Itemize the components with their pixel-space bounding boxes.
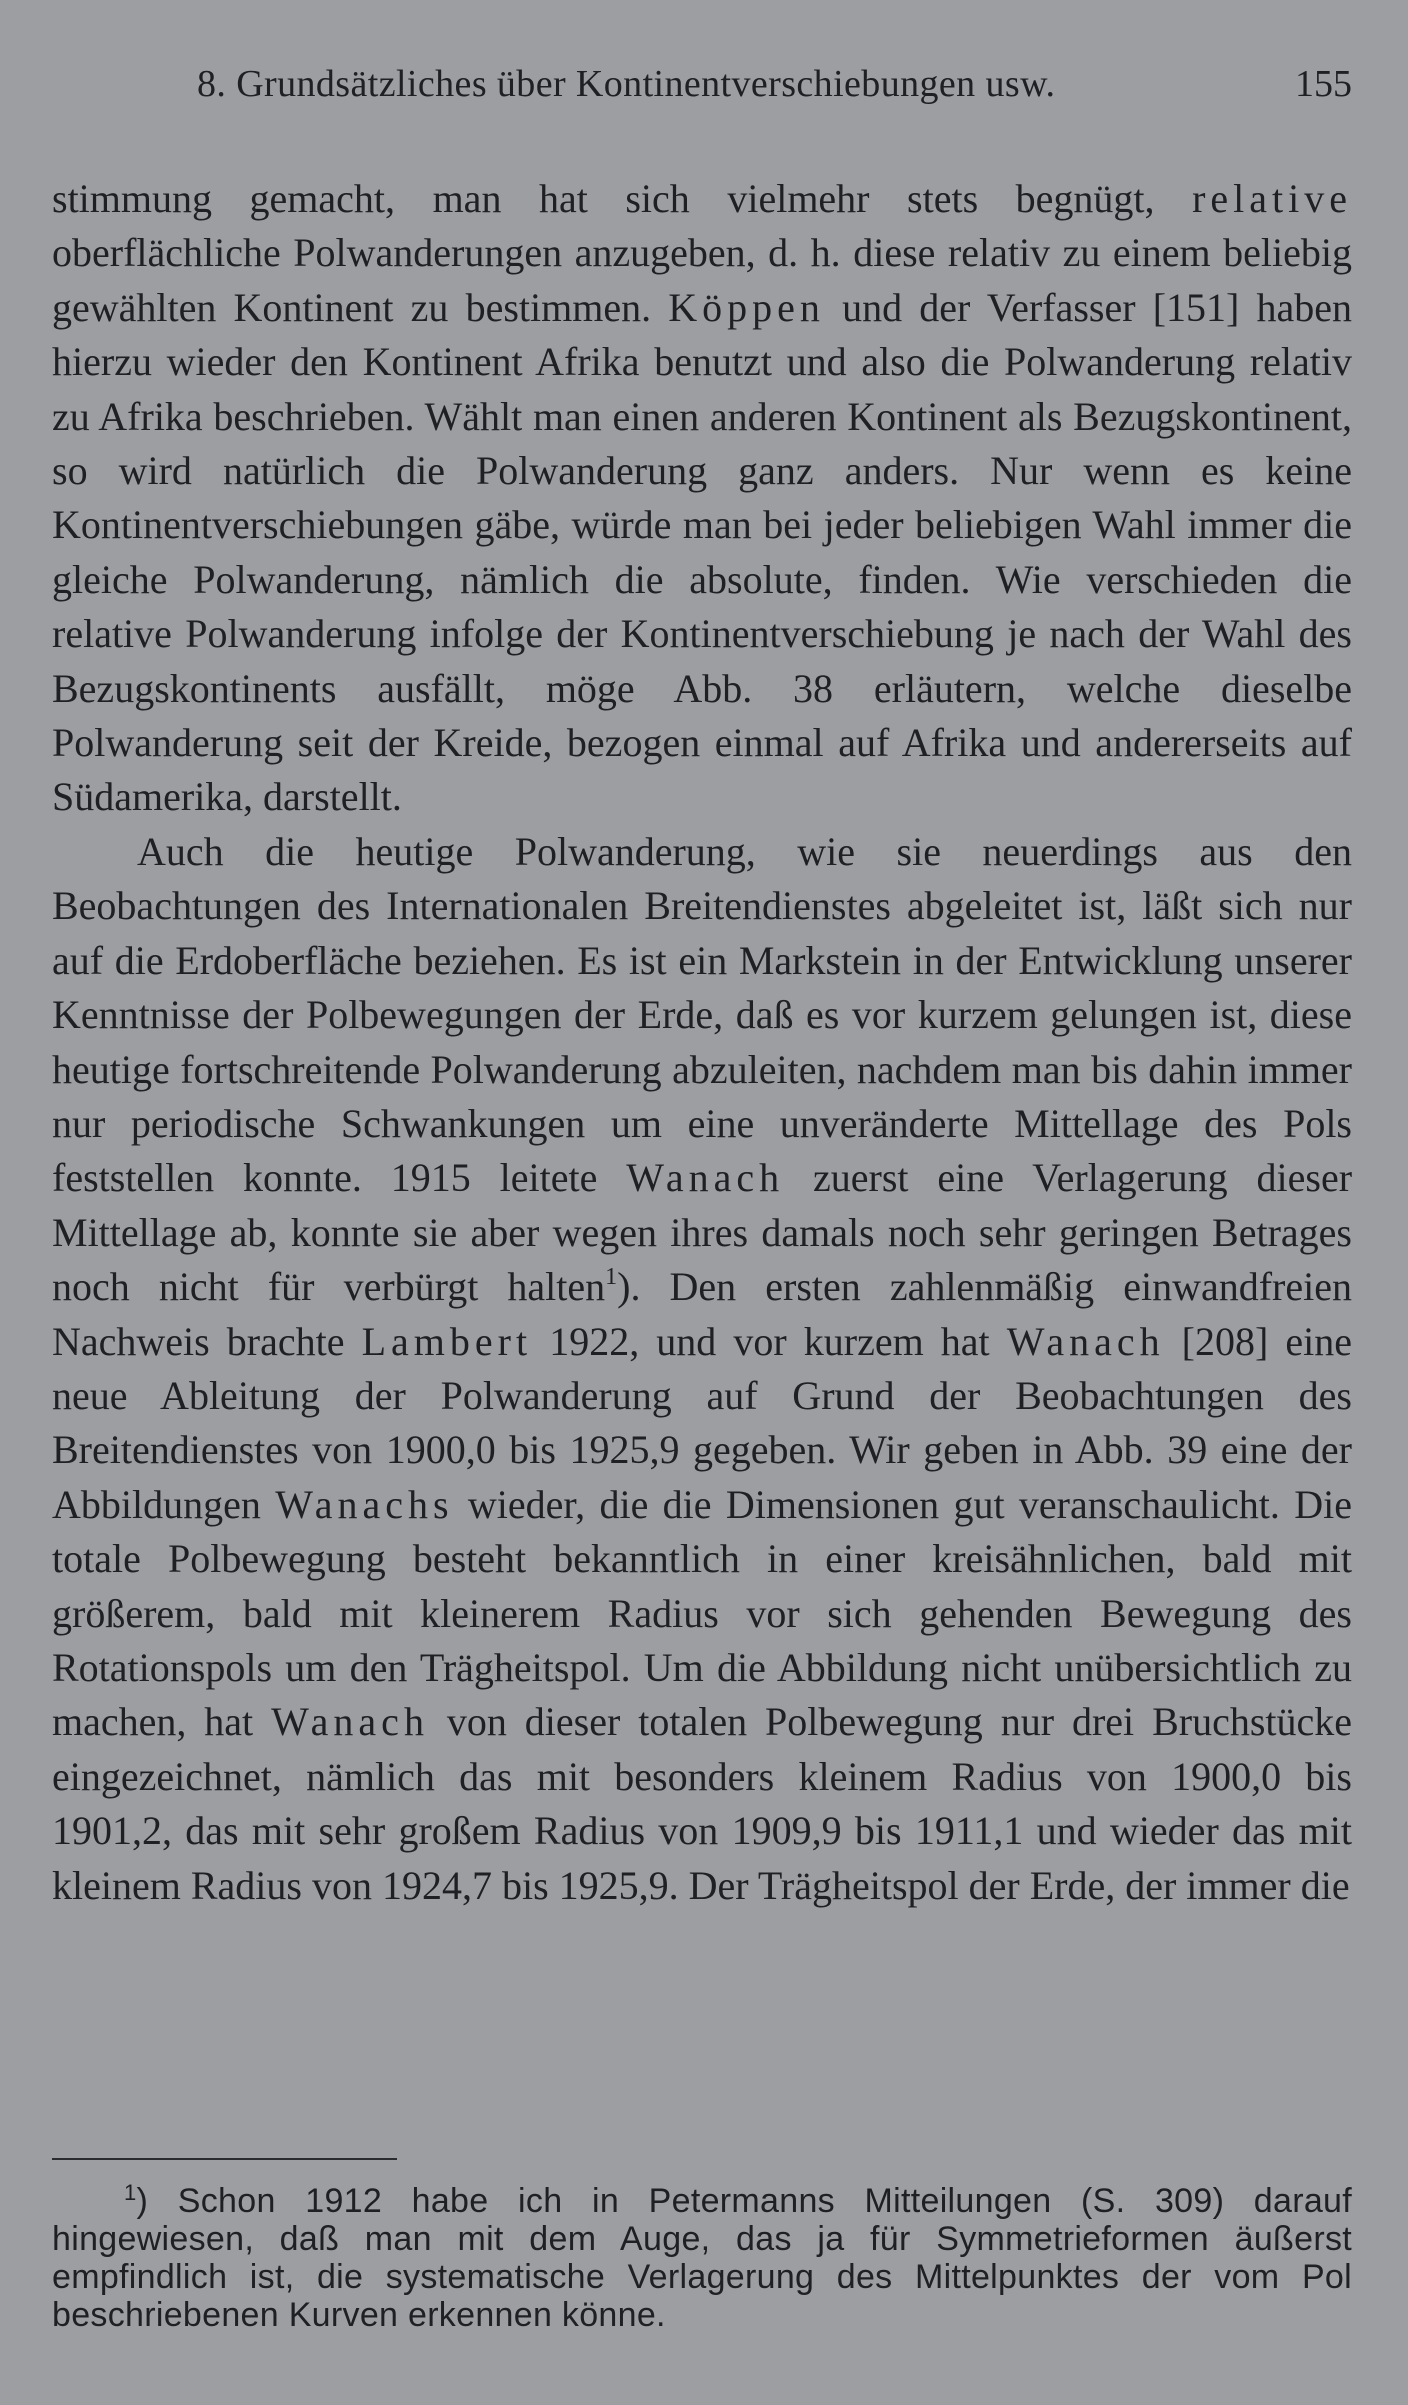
- footnote-reference: 1: [605, 1264, 618, 1291]
- author-name: Lambert: [361, 1318, 533, 1364]
- footnote: [52, 2182, 1352, 2334]
- text-run: Auch die heutige Polwanderung, wie sie neuerdings aus den Beobachtungen des Internationalen Breitendienstes abgeleitet ist, läßt sich nur auf die Erdoberfläche beziehen. Es ist ein Markstein in der Entwicklung unserer Kenntnisse der Polbewegungen der Erde, daß es vor kurzem gelungen ist, diese heutige fortschreitende Polwanderung abzuleiten, nachdem man bis dahin immer nur periodische Schwankungen um eine unveränderte Mittellage des Pols feststellen konnte. 1915 leitete: [52, 828, 1352, 1201]
- author-name: Wanach: [1006, 1318, 1165, 1364]
- body-text: [52, 172, 1352, 1913]
- emphasis: relative: [1192, 176, 1352, 221]
- text-run: zuerst eine Verlagerung dieser Mittellage ab, konnte sie aber wegen ihres damals noch sehr geringen Betrages noch nicht für verbürgt halten: [52, 1155, 1353, 1310]
- footnote-text: ) Schon 1912 habe ich in Petermanns Mitteilungen (S. 309) darauf hingewiesen, daß man mit dem Auge, das ja für Symmetrieformen äußerst empfindlich ist, die systematische Verlagerung des Mittelpunktes der vom Pol beschriebenen Kurven erkennen könne.: [52, 2182, 1352, 2334]
- author-name: Wanach: [626, 1155, 785, 1201]
- text-run: und der Verfasser [151] haben hierzu wieder den Kontinent Afrika benutzt und also die Polwanderung relativ zu Afrika beschrieben. Wählt man einen anderen Kontinent als Bezugskontinent, so wird natürlich die Polwanderung ganz anders. Nur wenn es keine Kontinentverschiebungen gäbe, würde man bei jeder beliebigen Wahl immer die gleiche Polwanderung, nämlich die absolute, finden. Wie verschieden die relative Polwanderung infolge der Kontinentverschiebung je nach der Wahl des Bezugskontinents ausfällt, möge Abb. 38 erläutern, welche dieselbe Polwanderung seit der Kreide, bezogen einmal auf Afrika und andererseits auf Südamerika, darstellt.: [52, 284, 1352, 820]
- text-run: [208] eine neue Ableitung der Polwanderung auf Grund der Beobachtungen des Breitendienstes von 1900,0 bis 1925,9 gegeben. Wir geben in Abb. 39 eine der Abbildungen: [52, 1318, 1353, 1527]
- page-header: [52, 62, 1352, 116]
- text-run: 1922, und vor kurzem hat: [549, 1318, 990, 1364]
- author-name: Wanachs: [275, 1481, 454, 1527]
- footnote-paragraph: [52, 2182, 1352, 2334]
- page-number: 155: [1295, 63, 1352, 105]
- footnote-mark: 1: [124, 2180, 137, 2205]
- author-name: Wanach: [271, 1699, 429, 1745]
- running-head: 8. Grundsätzliches über Kontinentverschiebungen usw.: [197, 63, 1056, 105]
- paragraph-1: [52, 172, 1352, 825]
- footnote-rule: [52, 2158, 397, 2160]
- text-run: ). Den ersten zahlenmäßig einwandfreien Nachweis brachte: [52, 1264, 1352, 1364]
- author-name: Köppen: [668, 284, 825, 330]
- paragraph-2: [52, 825, 1352, 1913]
- text-run: oberflächliche Polwanderungen anzugeben, d. h. diese relativ zu einem beliebig gewählten Kontinent zu bestimmen.: [52, 230, 1352, 330]
- text-run: stimmung gemacht, man hat sich vielmehr stets begnügt,: [52, 176, 1155, 221]
- text-run: von dieser totalen Polbewegung nur drei Bruchstücke eingezeichnet, nämlich das mit besonders kleinem Radius von 1900,0 bis 1901,2, das mit sehr großem Radius von 1909,9 bis 1911,1 und wieder das mit kleinem Radius von 1924,7 bis 1925,9. Der Trägheitspol der Erde, der immer die: [52, 1699, 1353, 1908]
- text-run: wieder, die die Dimensionen gut veranschaulicht. Die totale Polbewegung besteht bekanntlich in einer kreisähnlichen, bald mit größerem, bald mit kleinerem Radius vor sich gehenden Bewegung des Rotationspols um den Trägheitspol. Um die Abbildung nicht unübersichtlich zu machen, hat: [52, 1481, 1353, 1745]
